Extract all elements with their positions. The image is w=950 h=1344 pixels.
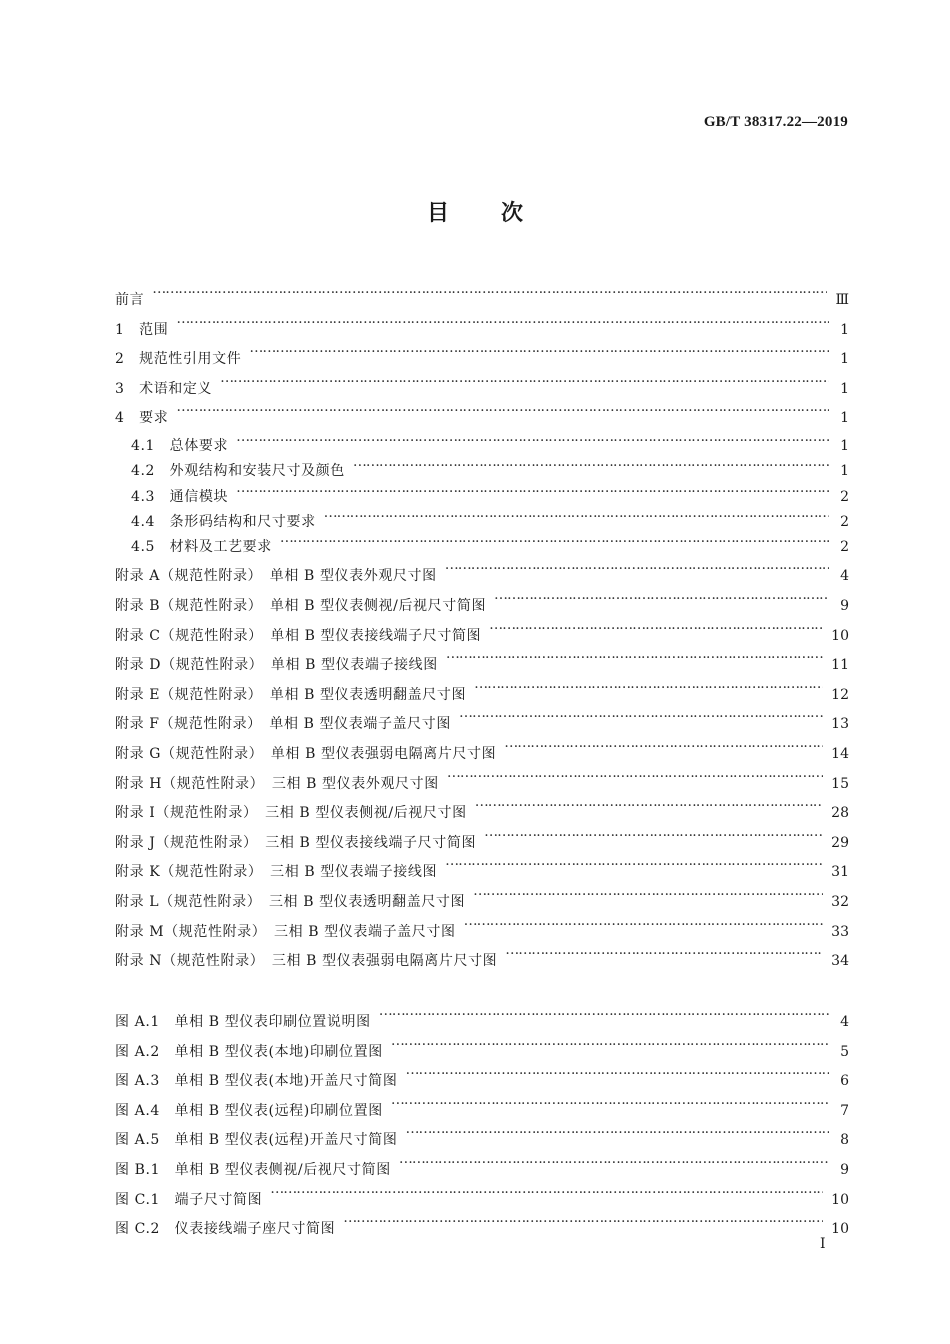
entry-label: 附录 K（规范性附录） 三相 B 型仪表端子接线图: [115, 864, 438, 881]
entry-label: 附录 F（规范性附录） 单相 B 型仪表端子盖尺寸图: [115, 716, 451, 733]
entry-label: 图 A.3 单相 B 型仪表(本地)开盖尺寸简图: [115, 1073, 398, 1090]
dot-leader: [391, 1027, 829, 1056]
dot-leader: [249, 334, 829, 363]
entry-label: 前言: [115, 292, 145, 308]
dot-leader: [405, 1056, 829, 1085]
entry-label: 4 要求: [115, 410, 169, 427]
entry-page-number: 11: [831, 657, 849, 674]
dot-leader: [270, 1175, 823, 1204]
entry-label: 2 规范性引用文件: [115, 351, 242, 368]
entry-page-number: 1: [840, 321, 849, 338]
dot-leader: [445, 551, 829, 580]
dot-leader: [504, 729, 823, 758]
dot-leader: [446, 640, 823, 669]
dot-leader: [445, 847, 823, 876]
dot-leader: [353, 450, 829, 475]
dot-leader: [324, 501, 829, 526]
entry-page-number: 4: [840, 568, 849, 585]
entry-page-number: 7: [840, 1102, 849, 1119]
dot-leader: [152, 275, 827, 304]
entry-page-number: 10: [831, 627, 849, 644]
entry-label: 附录 L（规范性附录） 三相 B 型仪表透明翻盖尺寸图: [115, 893, 466, 910]
dot-leader: [236, 425, 829, 450]
toc-entry[interactable]: [115, 364, 849, 397]
entry-page-number: 9: [840, 598, 849, 615]
dot-leader: [379, 997, 829, 1026]
entry-page-number: Ⅲ: [835, 292, 849, 308]
entry-page-number: 13: [831, 716, 849, 733]
dot-leader: [475, 788, 823, 817]
entry-page-number: 10: [831, 1221, 849, 1238]
dot-leader: [484, 818, 823, 847]
entry-label: 图 B.1 单相 B 型仪表侧视/后视尺寸简图: [115, 1161, 391, 1178]
entry-page-number: 14: [831, 746, 849, 763]
entry-page-number: 1: [840, 351, 849, 368]
entry-page-number: 33: [831, 923, 849, 940]
entry-page-number: 34: [831, 953, 849, 970]
entry-label: 1 范围: [115, 321, 169, 338]
dot-leader: [176, 393, 829, 422]
entry-label: 图 A.1 单相 B 型仪表印刷位置说明图: [115, 1014, 371, 1030]
dot-leader: [505, 936, 823, 965]
entry-label: 附录 A（规范性附录） 单相 B 型仪表外观尺寸图: [115, 568, 437, 585]
toc-entry[interactable]: [115, 275, 849, 308]
entry-label: 图 C.2 仪表接线端子座尺寸简图: [115, 1221, 336, 1238]
entry-label: 附录 E（规范性附录） 单相 B 型仪表透明翻盖尺寸图: [115, 686, 467, 703]
entry-page-number: 32: [831, 893, 849, 910]
entry-label: 附录 D（规范性附录） 单相 B 型仪表端子接线图: [115, 657, 438, 674]
entry-page-number: 1: [840, 437, 849, 454]
entry-page-number: 4: [840, 1014, 849, 1030]
entry-label: 图 A.2 单相 B 型仪表(本地)印刷位置图: [115, 1043, 383, 1060]
entry-page-number: 8: [840, 1132, 849, 1149]
entry-label: 图 A.4 单相 B 型仪表(远程)印刷位置图: [115, 1102, 383, 1119]
entry-label: 附录 C（规范性附录） 单相 B 型仪表接线端子尺寸简图: [115, 627, 482, 644]
entry-page-number: 15: [831, 775, 849, 792]
entry-label: 4.4 条形码结构和尺寸要求: [131, 513, 316, 530]
entry-page-number: 1: [840, 463, 849, 480]
entry-label: 附录 N（规范性附录） 三相 B 型仪表强弱电隔离片尺寸图: [115, 953, 498, 970]
dot-leader: [343, 1204, 823, 1233]
entry-page-number: 9: [840, 1161, 849, 1178]
dot-leader: [405, 1115, 829, 1144]
dot-leader: [220, 364, 829, 393]
dot-leader: [236, 476, 829, 501]
entry-label: 附录 I（规范性附录） 三相 B 型仪表侧视/后视尺寸图: [115, 805, 467, 822]
entry-label: 附录 H（规范性附录） 三相 B 型仪表外观尺寸图: [115, 775, 439, 792]
dot-leader: [391, 1086, 829, 1115]
dot-leader: [474, 670, 823, 699]
toc-entry[interactable]: [115, 425, 849, 454]
entry-label: 4.1 总体要求: [131, 437, 229, 454]
entry-page-number: 28: [831, 805, 849, 822]
dot-leader: [464, 907, 824, 936]
entry-page-number: 31: [831, 864, 849, 881]
page-number: I: [820, 1236, 826, 1252]
entry-page-number: 10: [831, 1191, 849, 1208]
entry-label: 4.2 外观结构和安装尺寸及颜色: [131, 463, 345, 480]
entry-page-number: 6: [840, 1073, 849, 1090]
entry-label: 附录 J（规范性附录） 三相 B 型仪表接线端子尺寸简图: [115, 834, 477, 851]
entry-label: 图 C.1 端子尺寸简图: [115, 1191, 263, 1208]
toc-entry[interactable]: [115, 334, 849, 368]
entry-page-number: 12: [831, 686, 849, 703]
entry-page-number: 5: [840, 1043, 849, 1060]
standard-code: GB/T 38317.22—2019: [703, 114, 848, 130]
dot-leader: [494, 581, 829, 610]
entry-label: 4.5 材料及工艺要求: [131, 539, 272, 556]
dot-leader: [459, 699, 823, 728]
figure-list: [115, 997, 849, 1238]
entry-page-number: 29: [831, 834, 849, 851]
entry-label: 附录 G（规范性附录） 单相 B 型仪表强弱电隔离片尺寸图: [115, 746, 497, 763]
dot-leader: [176, 305, 829, 334]
page-title: 目次: [426, 200, 575, 226]
dot-leader: [399, 1145, 829, 1174]
entry-label: 附录 B（规范性附录） 单相 B 型仪表侧视/后视尺寸简图: [115, 598, 487, 615]
figure-entry[interactable]: [115, 997, 849, 1030]
dot-leader: [447, 759, 823, 788]
entry-label: 附录 M（规范性附录） 三相 B 型仪表端子盖尺寸图: [115, 923, 456, 940]
entry-page-number: 2: [840, 539, 849, 556]
dot-leader: [489, 611, 823, 640]
entry-label: 3 术语和定义: [115, 380, 213, 397]
entry-page-number: 2: [840, 488, 849, 505]
entry-label: 图 A.5 单相 B 型仪表(远程)开盖尺寸简图: [115, 1132, 398, 1149]
dot-leader: [473, 877, 823, 906]
dot-leader: [280, 526, 829, 551]
table-of-contents: [115, 275, 849, 970]
entry-label: 4.3 通信模块: [131, 488, 229, 505]
entry-page-number: 2: [840, 513, 849, 530]
toc-entry[interactable]: [115, 393, 849, 427]
entry-page-number: 1: [840, 380, 849, 397]
entry-page-number: 1: [840, 410, 849, 427]
toc-entry[interactable]: [115, 305, 849, 338]
